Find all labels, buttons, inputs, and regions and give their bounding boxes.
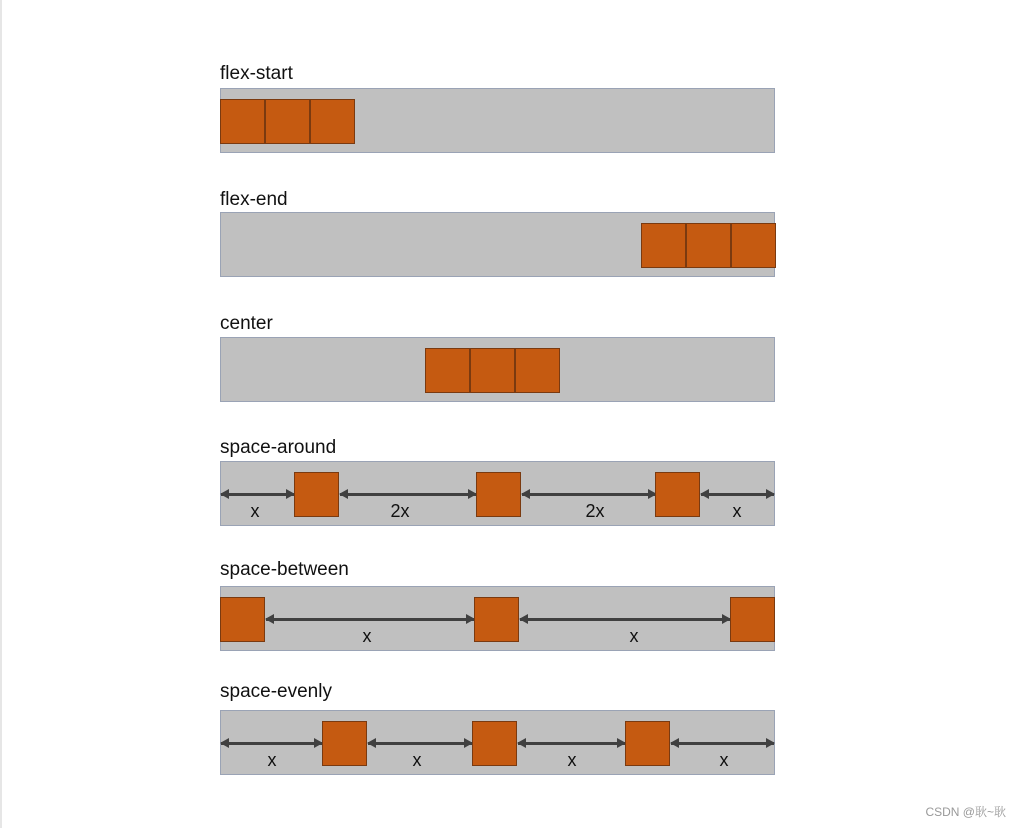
gap-label: x — [362, 626, 372, 646]
flex-item — [641, 223, 686, 268]
section-label-space-evenly: space-evenly — [220, 681, 332, 702]
gap-arrow — [266, 618, 474, 621]
flex-item — [515, 348, 560, 393]
track-space-around — [220, 461, 775, 526]
track-space-between — [220, 586, 775, 651]
flex-item — [322, 721, 367, 766]
flex-item — [470, 348, 515, 393]
section-label-space-between: space-between — [220, 559, 349, 580]
flex-item — [294, 472, 339, 517]
track-center — [220, 337, 775, 402]
section-label-flex-end: flex-end — [220, 189, 288, 210]
flex-item — [220, 597, 265, 642]
flex-item — [731, 223, 776, 268]
flex-item — [220, 99, 265, 144]
flex-item — [476, 472, 521, 517]
flex-item — [265, 99, 310, 144]
gap-arrow — [522, 493, 656, 496]
flex-item — [425, 348, 470, 393]
gap-label: x — [250, 501, 260, 521]
flex-item — [472, 721, 517, 766]
section-label-space-around: space-around — [220, 437, 337, 458]
gap-arrow — [221, 493, 294, 496]
flex-item — [686, 223, 731, 268]
section-label-center: center — [220, 313, 273, 334]
flex-item — [655, 472, 700, 517]
gap-label: x — [732, 501, 742, 521]
gap-arrow — [671, 742, 774, 745]
track-space-evenly — [220, 710, 775, 775]
flex-item — [730, 597, 775, 642]
left-edge-rule — [0, 0, 2, 828]
gap-arrow — [520, 618, 730, 621]
track-flex-start — [220, 88, 775, 153]
flex-item — [474, 597, 519, 642]
flex-item — [310, 99, 355, 144]
gap-arrow — [221, 742, 322, 745]
section-label-flex-start: flex-start — [220, 63, 293, 84]
gap-label: x — [629, 626, 639, 646]
flex-item — [625, 721, 670, 766]
track-flex-end — [220, 212, 775, 277]
gap-arrow — [340, 493, 476, 496]
gap-arrow — [518, 742, 625, 745]
gap-label: x — [412, 750, 422, 770]
gap-arrow — [701, 493, 774, 496]
gap-label: x — [267, 750, 277, 770]
gap-label: 2x — [585, 501, 605, 521]
watermark: CSDN @耿~耿 — [925, 805, 1006, 819]
gap-arrow — [368, 742, 472, 745]
gap-label: x — [567, 750, 577, 770]
gap-label: x — [719, 750, 729, 770]
gap-label: 2x — [390, 501, 410, 521]
